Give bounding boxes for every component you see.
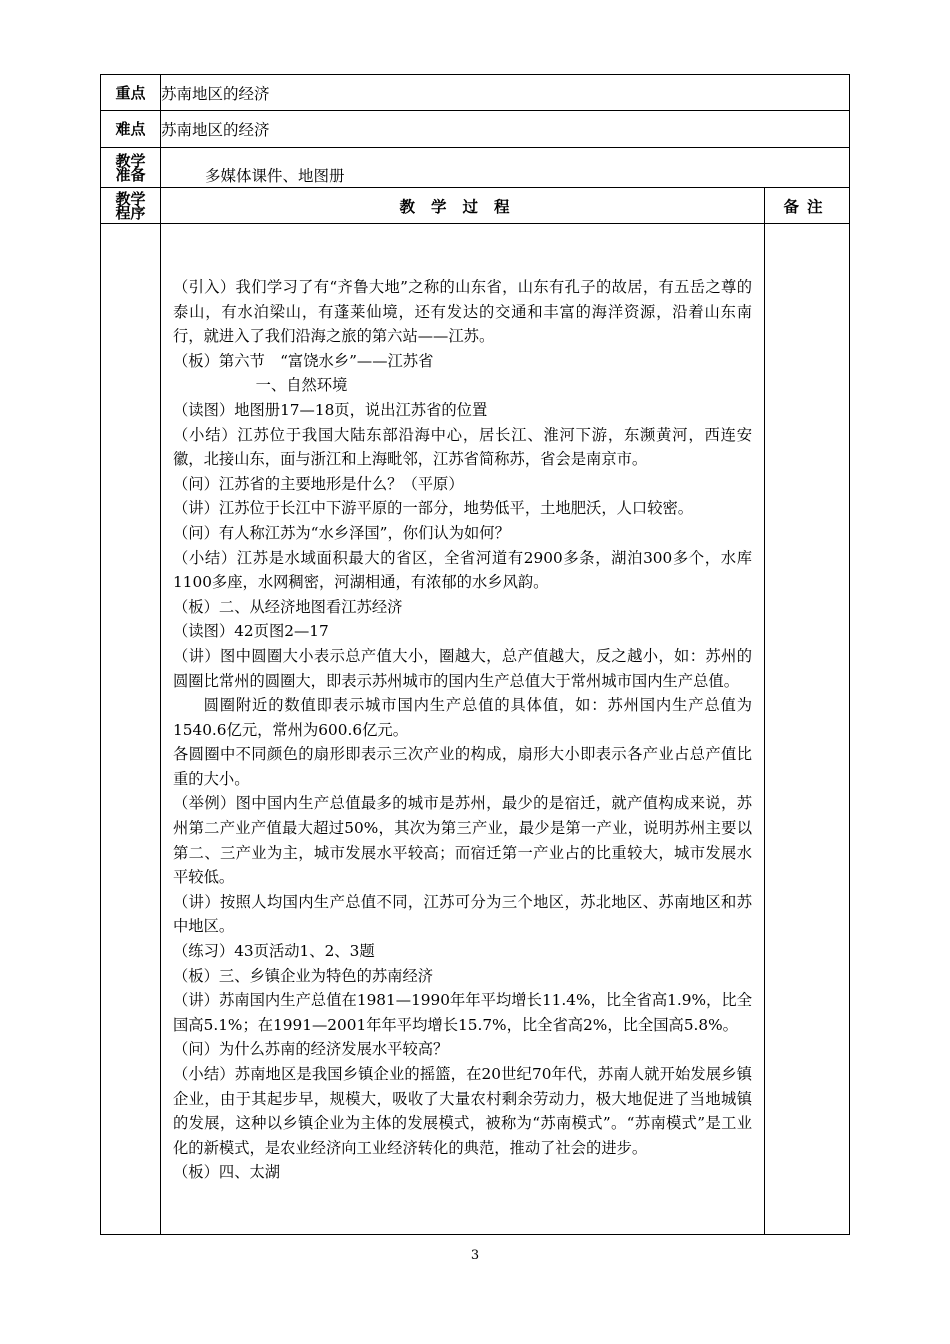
paragraph: （读图）42页图2—17 [173,622,329,641]
difficulty-row [101,111,850,148]
paragraph: （练习）43页活动1、2、3题 [173,942,375,961]
notes-header: 备注 [765,188,850,224]
paragraph: （板）二、从经济地图看江苏经济 [173,597,403,616]
paragraph: （小结）江苏位于我国大陆东部沿海中心，居长江、淮河下游，东濒黄河，西连安徽，北接山东，面与浙江和上海毗邻，江苏省简称苏，省会是南京市。 [173,425,752,469]
paragraph: （问）有人称江苏为“水乡泽国”，你们认为如何？ [173,523,510,542]
preparation-label [101,148,161,188]
preparation-row [101,148,850,188]
procedure-header-row [101,188,850,224]
process-content-cell [161,224,765,1235]
difficulty-label: 难点 [101,111,161,148]
paragraph: （读图）地图册17—18页，说出江苏省的位置 [173,400,488,419]
paragraph: （小结）苏南地区是我国乡镇企业的摇篮，在20世纪70年代，苏南人就开始发展乡镇企业，由于其起步早，规模大，吸收了大量农村剩余劳动力，极大地促进了当地城镇的发展，这种以乡镇企业为主体的发展模式，被称为“苏南模式”。“苏南模式”是工业化的新模式，是农业经济向工业经济转化的典范，推动了社会的进步。 [173,1065,752,1157]
difficulty-value: 苏南地区的经济 [161,111,850,148]
lesson-plan-table [100,74,850,1235]
paragraph: 一、自然环境 [255,376,348,395]
page-number: 3 [470,1248,480,1263]
paragraph: （问）江苏省的主要地形是什么？（平原） [173,474,464,493]
paragraph: （板）第六节 “富饶水乡”——江苏省 [173,351,434,370]
paragraph: （讲）苏南国内生产总值在1981—1990年年平均增长11.4%，比全省高1.9%，比全国高5.1%；在1991—2001年年平均增长15.7%，比全省高2%，比全国高5.8%。 [173,991,752,1034]
paragraph: （问）为什么苏南的经济发展水平较高？ [173,1040,449,1059]
process-header: 教学过程 [161,188,765,224]
paragraph: 各圆圈中不同颜色的扇形即表示三次产业的构成，扇形大小即表示各产业占总产值比重的大小。 [173,745,752,788]
paragraph: （小结）江苏是水域面积最大的省区，全省河道有2900多条，湖泊300多个，水库1100多座，水网稠密，河湖相通，有浓郁的水乡风韵。 [173,548,752,592]
key-point-row [101,75,850,111]
procedure-label-text: 教学程序 [115,189,146,222]
key-point-label: 重点 [101,75,161,111]
paragraph: （板）四、太湖 [173,1163,281,1182]
process-content [161,267,764,1191]
paragraph: （引入）我们学习了有“齐鲁大地”之称的山东省，山东有孔子的故居，有五岳之尊的泰山，有水泊梁山，有蓬莱仙境，还有发达的交通和丰富的海洋资源，沿着山东南行，就进入了我们沿海之旅的第六站——江苏。 [173,278,752,346]
paragraph: （讲）按照人均国内生产总值不同，江苏可分为三个地区，苏北地区、苏南地区和苏中地区。 [173,892,752,936]
procedure-left-cell [101,224,161,1235]
procedure-body-row [101,224,850,1235]
preparation-value: 多媒体课件、地图册 [161,148,850,188]
paragraph: （讲）江苏位于长江中下游平原的一部分，地势低平，土地肥沃，人口较密。 [173,499,694,518]
paragraph: 圆圈附近的数值即表示城市国内生产总值的具体值，如：苏州国内生产总值为1540.6亿元，常州为600.6亿元。 [173,696,752,739]
paragraph: （举例）图中国内生产总值最多的城市是苏州，最少的是宿迁，就产值构成来说，苏州第二产业产值最大超过50%，其次为第三产业，最少是第一产业，说明苏州主要以第二、三产业为主，城市发展水平较高；而宿迁第一产业占的比重较大，城市发展水平较低。 [173,794,752,887]
preparation-label-text: 教学准备 [115,151,146,184]
procedure-label [101,188,161,224]
key-point-value: 苏南地区的经济 [161,75,850,111]
notes-cell [765,224,850,1235]
paragraph: （讲）图中圆圈大小表示总产值大小，圈越大，总产值越大，反之越小，如：苏州的圆圈比常州的圆圈大，即表示苏州城市的国内生产总值大于常州城市国内生产总值。 [173,646,752,690]
paragraph: （板）三、乡镇企业为特色的苏南经济 [173,966,434,985]
